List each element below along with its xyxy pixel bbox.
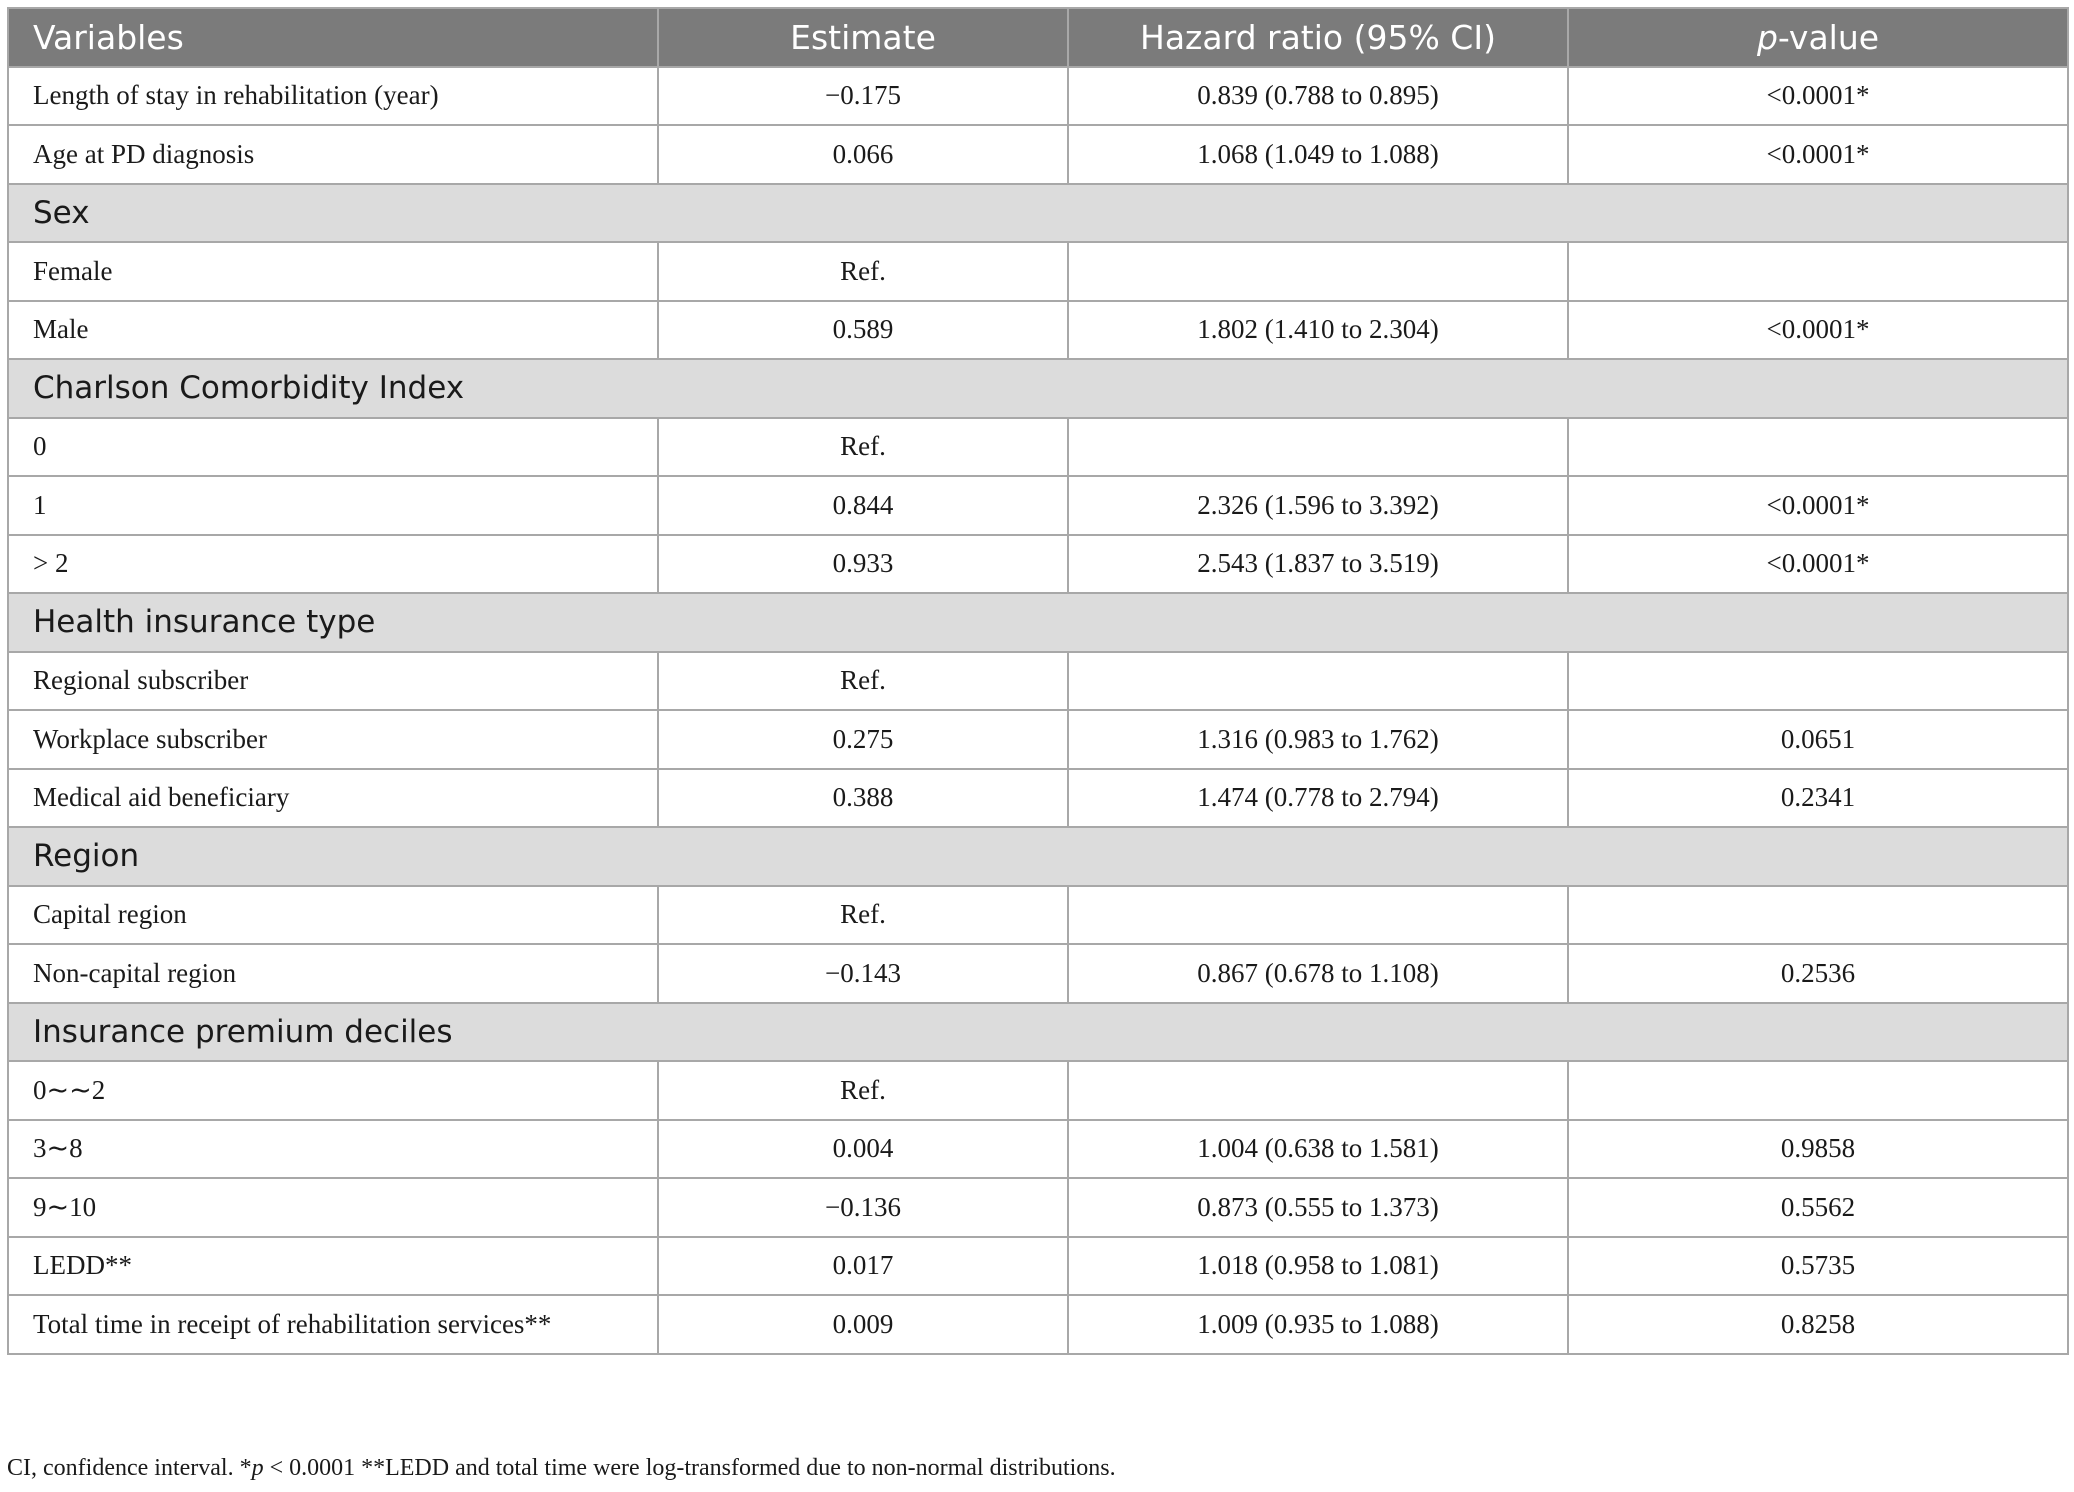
cell-estimate: −0.175 (658, 67, 1068, 126)
section-title: Sex (8, 184, 2068, 243)
cell-variable: Total time in receipt of rehabilitation services** (8, 1295, 658, 1354)
header-hazard-ratio: Hazard ratio (95% CI) (1068, 8, 1568, 67)
header-p-italic: p (1756, 17, 1778, 57)
cell-estimate: 0.017 (658, 1237, 1068, 1296)
cell-hazard-ratio: 1.018 (0.958 to 1.081) (1068, 1237, 1568, 1296)
cell-variable: Age at PD diagnosis (8, 125, 658, 184)
cell-p-value: 0.5562 (1568, 1178, 2068, 1237)
table-row (8, 1178, 2068, 1237)
section-title: Health insurance type (8, 593, 2068, 652)
cell-estimate: 0.009 (658, 1295, 1068, 1354)
cell-variable: Regional subscriber (8, 652, 658, 711)
cell-p-value: 0.5735 (1568, 1237, 2068, 1296)
cell-p-value: 0.2341 (1568, 769, 2068, 828)
cell-hazard-ratio: 1.474 (0.778 to 2.794) (1068, 769, 1568, 828)
cell-p-value: 0.9858 (1568, 1120, 2068, 1179)
cell-hazard-ratio (1068, 242, 1568, 301)
cell-variable: Capital region (8, 886, 658, 945)
table-row (8, 1295, 2068, 1354)
header-variables: Variables (8, 8, 658, 67)
table-row (8, 886, 2068, 945)
cell-hazard-ratio: 0.839 (0.788 to 0.895) (1068, 67, 1568, 126)
cell-estimate: 0.933 (658, 535, 1068, 594)
cell-variable: Non-capital region (8, 944, 658, 1003)
cell-variable: 9∼10 (8, 1178, 658, 1237)
cell-p-value (1568, 418, 2068, 477)
cell-estimate: −0.136 (658, 1178, 1068, 1237)
cell-estimate: 0.388 (658, 769, 1068, 828)
table-footnote (7, 1455, 1116, 1482)
cell-variable: 3∼8 (8, 1120, 658, 1179)
table-row (8, 67, 2068, 126)
header-p-value (1568, 8, 2068, 67)
section-title: Insurance premium deciles (8, 1003, 2068, 1062)
cell-hazard-ratio: 1.068 (1.049 to 1.088) (1068, 125, 1568, 184)
footnote-part1: CI, confidence interval. * (7, 1455, 252, 1481)
table-row (8, 1237, 2068, 1296)
table-body (8, 67, 2068, 1354)
cell-variable: Workplace subscriber (8, 710, 658, 769)
cell-hazard-ratio: 1.009 (0.935 to 1.088) (1068, 1295, 1568, 1354)
cell-p-value: 0.2536 (1568, 944, 2068, 1003)
cell-estimate: 0.844 (658, 476, 1068, 535)
cell-estimate: Ref. (658, 418, 1068, 477)
section-header-row (8, 827, 2068, 886)
section-header-row (8, 1003, 2068, 1062)
cell-p-value: <0.0001* (1568, 125, 2068, 184)
cell-p-value: <0.0001* (1568, 476, 2068, 535)
cell-variable: LEDD** (8, 1237, 658, 1296)
table-row (8, 301, 2068, 360)
table-row (8, 710, 2068, 769)
footnote-part2: < 0.0001 **LEDD and total time were log-transformed due to non-normal distributions. (263, 1455, 1116, 1481)
cell-estimate: Ref. (658, 1061, 1068, 1120)
table-row (8, 242, 2068, 301)
cell-hazard-ratio (1068, 1061, 1568, 1120)
cell-hazard-ratio: 2.543 (1.837 to 3.519) (1068, 535, 1568, 594)
cell-hazard-ratio (1068, 418, 1568, 477)
cell-estimate: Ref. (658, 242, 1068, 301)
cell-hazard-ratio: 1.316 (0.983 to 1.762) (1068, 710, 1568, 769)
cell-variable: 0∼∼2 (8, 1061, 658, 1120)
cell-p-value: <0.0001* (1568, 535, 2068, 594)
section-header-row (8, 184, 2068, 243)
cell-variable: 0 (8, 418, 658, 477)
cell-hazard-ratio: 0.867 (0.678 to 1.108) (1068, 944, 1568, 1003)
cell-hazard-ratio: 0.873 (0.555 to 1.373) (1068, 1178, 1568, 1237)
cell-p-value: 0.0651 (1568, 710, 2068, 769)
cell-hazard-ratio: 1.802 (1.410 to 2.304) (1068, 301, 1568, 360)
cell-estimate: 0.589 (658, 301, 1068, 360)
footnote-p-italic: p (251, 1455, 264, 1481)
cell-p-value: <0.0001* (1568, 301, 2068, 360)
section-header-row (8, 593, 2068, 652)
cell-p-value (1568, 886, 2068, 945)
results-table-container (7, 7, 2067, 1355)
cell-p-value (1568, 652, 2068, 711)
section-header-row (8, 359, 2068, 418)
cell-variable: > 2 (8, 535, 658, 594)
cell-estimate: 0.066 (658, 125, 1068, 184)
table-row (8, 418, 2068, 477)
table-row (8, 476, 2068, 535)
table-header (8, 8, 2068, 67)
cell-estimate: 0.275 (658, 710, 1068, 769)
cell-p-value: 0.8258 (1568, 1295, 2068, 1354)
table-row (8, 769, 2068, 828)
cell-estimate: 0.004 (658, 1120, 1068, 1179)
header-p-suffix: -value (1777, 17, 1880, 57)
hazard-ratio-table (7, 7, 2069, 1355)
table-row (8, 944, 2068, 1003)
table-row (8, 652, 2068, 711)
cell-variable: 1 (8, 476, 658, 535)
table-row (8, 1120, 2068, 1179)
cell-hazard-ratio: 1.004 (0.638 to 1.581) (1068, 1120, 1568, 1179)
section-title: Region (8, 827, 2068, 886)
cell-variable: Male (8, 301, 658, 360)
cell-variable: Length of stay in rehabilitation (year) (8, 67, 658, 126)
section-title: Charlson Comorbidity Index (8, 359, 2068, 418)
header-estimate: Estimate (658, 8, 1068, 67)
cell-hazard-ratio (1068, 652, 1568, 711)
cell-variable: Medical aid beneficiary (8, 769, 658, 828)
cell-p-value (1568, 1061, 2068, 1120)
header-row (8, 8, 2068, 67)
cell-variable: Female (8, 242, 658, 301)
cell-p-value: <0.0001* (1568, 67, 2068, 126)
table-row (8, 1061, 2068, 1120)
cell-estimate: Ref. (658, 886, 1068, 945)
cell-p-value (1568, 242, 2068, 301)
table-row (8, 125, 2068, 184)
cell-hazard-ratio (1068, 886, 1568, 945)
cell-hazard-ratio: 2.326 (1.596 to 3.392) (1068, 476, 1568, 535)
cell-estimate: −0.143 (658, 944, 1068, 1003)
cell-estimate: Ref. (658, 652, 1068, 711)
table-row (8, 535, 2068, 594)
